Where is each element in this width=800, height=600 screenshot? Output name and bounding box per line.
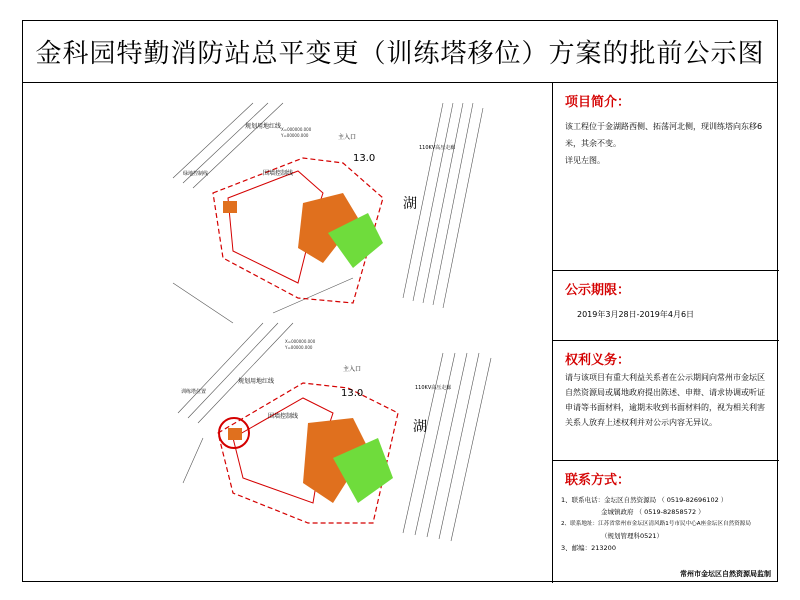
project-section: [553, 83, 779, 271]
period-section: [553, 271, 779, 341]
contact-line-3: 2、联系地址：江苏省常州市金坛区清风路1号市民中心A座金坛区自然资源局: [561, 521, 751, 527]
period-text: 2019年3月28日-2019年4月6日: [577, 310, 695, 319]
contact-line-5: 3、邮编：213200: [561, 544, 616, 552]
coord-a-top: X=000000.000: [281, 127, 312, 132]
contact-line-1: 1、联系电话：金坛区自然资源局 （ 0519-82696102 ）: [561, 496, 728, 504]
label-wall-bottom: 围墙控制线: [268, 413, 299, 420]
contact-heading: 联系方式：: [565, 473, 631, 488]
coord-b-top: Y=00000.000: [281, 133, 309, 138]
info-panel: [553, 83, 779, 583]
rights-heading: 权利义务：: [565, 353, 631, 368]
site-plan-drawing: [23, 83, 551, 581]
contact-lines: [553, 494, 779, 554]
contact-line-2: 金城镇政府 （ 0519-82858572 ）: [601, 508, 705, 516]
contact-section: [553, 461, 779, 583]
label-entrance-bottom: 主入口: [343, 366, 362, 373]
label-entrance-top: 主入口: [338, 134, 357, 141]
label-lake-top: 湖: [403, 196, 417, 212]
label-road-top: 13.0: [353, 153, 376, 164]
label-redline-bottom: 规划用地红线: [238, 378, 275, 385]
page-title: 金科园特勤消防站总平变更（训练塔移位）方案的批前公示图: [23, 21, 777, 83]
training-tower-top: [223, 201, 237, 213]
coord-a-bottom: X=000000.000: [285, 339, 316, 344]
label-power-top: 110KV高压走廊: [419, 145, 456, 151]
project-line1: 该工程位于金湖路西侧、拓荡河北侧，现训练塔向东移6米，其余不变。: [565, 122, 763, 148]
coord-b-bottom: Y=00000.000: [285, 345, 313, 350]
label-power-bottom: 110KV高压走廊: [415, 385, 452, 391]
plan-top: [173, 103, 483, 323]
label-wall-top: 围墙控制线: [263, 170, 294, 177]
label-tower-bottom: 训练塔位置: [181, 389, 207, 395]
label-redline-top: 规划用地红线: [245, 123, 282, 130]
project-text: [565, 118, 769, 169]
site-plan-panel: [23, 83, 553, 583]
poster-frame: [22, 20, 778, 582]
project-line2: 详见左图。: [565, 156, 605, 165]
footer-issuer: 常州市金坛区自然资源局监制: [680, 570, 771, 578]
rights-text: 请与该项目有重大利益关系者在公示期间向常州市金坛区自然资源局或属地政府提出陈述、申辩、请求协调或听证申请等书面材料，逾期未收到书面材料的，视为相关利害关系人放弃上述权利并对公示内容无异议。: [565, 373, 765, 427]
label-road-bottom: 13.0: [341, 388, 364, 399]
plan-bottom: [178, 323, 491, 541]
rights-section: [553, 341, 779, 461]
training-tower-bottom: [228, 428, 242, 440]
label-greenbelt-top: 绿地控制线: [183, 171, 209, 177]
contact-line-4: （规划管理科0521）: [601, 532, 664, 540]
period-heading: 公示期限：: [565, 283, 631, 298]
project-heading: 项目简介：: [565, 95, 631, 110]
label-lake-bottom: 湖: [413, 419, 427, 435]
